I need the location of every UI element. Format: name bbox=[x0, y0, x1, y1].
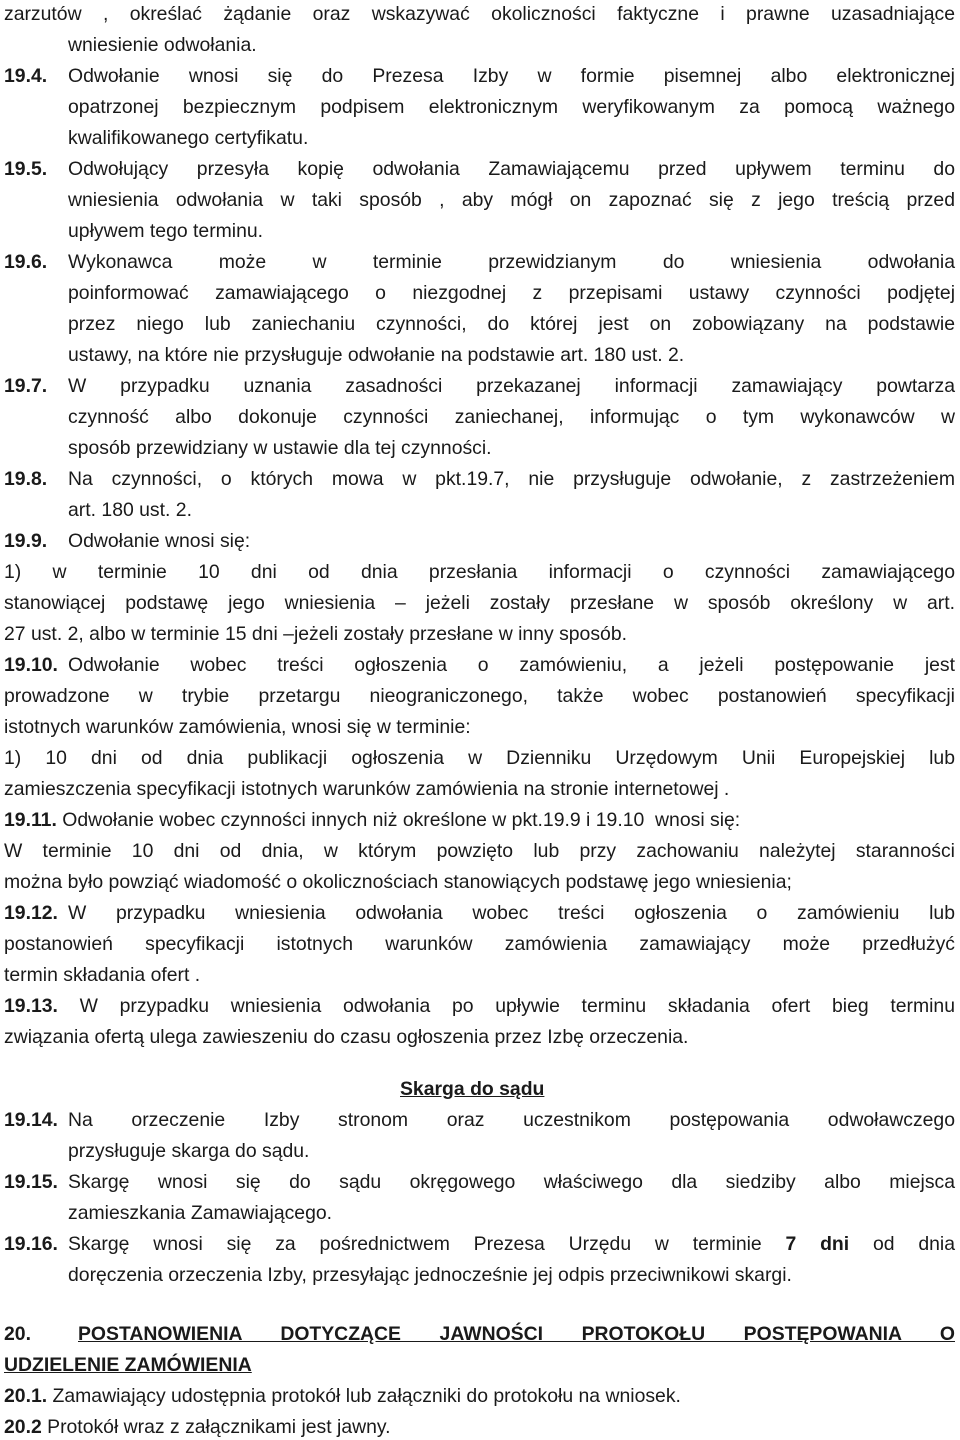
text-line bbox=[4, 591, 955, 615]
text-line bbox=[4, 839, 955, 863]
text-segment: wniesienia odwołania w taki sposób , aby mógł on zapoznać się z jego treścią przed bbox=[68, 189, 955, 211]
text-segment: związania ofertą ulega zawieszeniu do czasu ogłoszenia przez Izbę orzeczenia. bbox=[4, 1026, 689, 1048]
text-segment: POSTANOWIENIA DOTYCZĄCE JAWNOŚCI PROTOKOŁU POSTĘPOWANIA O bbox=[78, 1323, 955, 1345]
text-line bbox=[4, 622, 804, 646]
text-line bbox=[4, 1384, 904, 1408]
text-segment: 7 dni bbox=[785, 1233, 850, 1255]
text-line bbox=[68, 405, 955, 429]
text-line bbox=[4, 684, 955, 708]
text-line bbox=[4, 1322, 955, 1346]
text-line bbox=[68, 188, 955, 212]
text-line bbox=[4, 870, 955, 894]
text-line bbox=[4, 467, 955, 491]
text-segment: postanowień specyfikacji istotnych warunków zamówienia zamawiający może przedłużyć bbox=[4, 933, 955, 955]
text-line bbox=[4, 777, 904, 801]
text-line bbox=[68, 1263, 955, 1287]
section-number: 19.6. bbox=[4, 251, 48, 273]
text-segment: można było powziąć wiadomość o okolicznościach stanowiących podstawę jego wniesienia; bbox=[4, 871, 792, 893]
text-segment: przez niego lub zaniechaniu czynności, do której jest on zobowiązany na podstawie bbox=[68, 313, 955, 335]
text-line bbox=[4, 1170, 955, 1194]
section-number: 19.16. bbox=[4, 1233, 58, 1255]
text-segment: istotnych warunków zamówienia, wnosi się w terminie: bbox=[4, 716, 471, 738]
text-line bbox=[4, 1025, 904, 1049]
text-segment: Protokół wraz z załącznikami jest jawny. bbox=[41, 1416, 391, 1438]
section-number: 19.8. bbox=[4, 468, 48, 490]
text-line bbox=[4, 994, 955, 1018]
text-line bbox=[68, 219, 368, 243]
text-line bbox=[4, 529, 404, 553]
section-number: 20. bbox=[4, 1323, 31, 1345]
text-segment: doręczenia orzeczenia Izby, przesyłając jednocześnie jej odpis przeciwnikowi skargi. bbox=[68, 1264, 792, 1286]
text-segment: zamieszkania Zamawiającego. bbox=[68, 1202, 333, 1224]
text-segment: sposób przewidziany w ustawie dla tej czynności. bbox=[68, 437, 492, 459]
section-number: 19.4. bbox=[4, 65, 48, 87]
section-number: 20.1. bbox=[4, 1385, 48, 1407]
text-segment: 1) w terminie 10 dni od dnia przesłania informacji o czynności zamawiającego bbox=[4, 561, 955, 583]
section-number: 19.10. bbox=[4, 654, 58, 676]
text-segment: przysługuje skarga do sądu. bbox=[68, 1140, 310, 1162]
text-line bbox=[4, 901, 955, 925]
text-line bbox=[68, 1201, 468, 1225]
text-line bbox=[68, 312, 955, 336]
text-line bbox=[4, 250, 955, 274]
text-segment: od dnia bbox=[849, 1233, 956, 1255]
text-line bbox=[68, 126, 368, 150]
section-number: 19.5. bbox=[4, 158, 48, 180]
text-line bbox=[4, 157, 955, 181]
text-line bbox=[68, 33, 268, 57]
text-line bbox=[4, 746, 955, 770]
section-number: 20.2 bbox=[4, 1416, 42, 1438]
text-segment: Skarga do sądu bbox=[400, 1078, 545, 1100]
text-segment: prowadzone w trybie przetargu nieograniczonego, także wobec postanowień specyfikacji bbox=[4, 685, 955, 707]
text-segment: Na czynności, o których mowa w pkt.19.7, nie przysługuje odwołanie, z zastrzeżeniem bbox=[68, 468, 955, 490]
text-line bbox=[4, 932, 955, 956]
text-segment: Odwołanie wobec treści ogłoszenia o zamówieniu, a jeżeli postępowanie jest bbox=[68, 654, 955, 676]
text-line bbox=[68, 281, 955, 305]
section-number: 19.12. bbox=[4, 902, 58, 924]
text-segment: Zamawiający udostępnia protokół lub załączniki do protokołu na wniosek. bbox=[47, 1385, 681, 1407]
text-segment: poinformować zamawiającego o niezgodnej z przepisami ustawy czynności podjętej bbox=[68, 282, 955, 304]
text-line bbox=[4, 374, 955, 398]
text-segment: Skargę wnosi się za pośrednictwem Prezesa Urzędu w terminie bbox=[68, 1233, 786, 1255]
text-line bbox=[4, 2, 955, 26]
text-segment: Odwołujący przesyła kopię odwołania Zamawiającemu przed upływem terminu do bbox=[68, 158, 955, 180]
text-line bbox=[4, 715, 604, 739]
text-line bbox=[4, 808, 904, 832]
text-segment: stanowiącej podstawę jego wniesienia – jeżeli zostały przesłane w sposób określony w art. bbox=[4, 592, 955, 614]
section-number: 19.11. bbox=[4, 809, 57, 831]
text-segment: ustawy, na które nie przysługuje odwołanie na podstawie art. 180 ust. 2. bbox=[68, 344, 685, 366]
text-segment: 1) 10 dni od dnia publikacji ogłoszenia w Dzienniku Urzędowym Unii Europejskiej lub bbox=[4, 747, 955, 769]
section-number: 19.15. bbox=[4, 1171, 58, 1193]
text-segment: termin składania ofert . bbox=[4, 964, 201, 986]
text-segment: zamieszczenia specyfikacji istotnych warunków zamówienia na stronie internetowej . bbox=[4, 778, 730, 800]
text-line bbox=[4, 1232, 955, 1256]
section-number: 19.9. bbox=[4, 530, 48, 552]
text-segment: W terminie 10 dni od dnia, w którym powzięto lub przy zachowaniu należytej staranności bbox=[4, 840, 955, 862]
text-line bbox=[4, 1415, 704, 1439]
text-segment: UDZIELENIE ZAMÓWIENIA bbox=[4, 1354, 252, 1376]
text-segment: Odwołanie wnosi się do Prezesa Izby w formie pisemnej albo elektronicznej bbox=[68, 65, 955, 87]
text-segment: wniesienie odwołania. bbox=[68, 34, 257, 56]
text-segment: W przypadku wniesienia odwołania po upływie terminu składania ofert bieg terminu bbox=[57, 995, 955, 1017]
text-segment: Odwołanie wnosi się: bbox=[68, 530, 251, 552]
text-segment: art. 180 ust. 2. bbox=[68, 499, 192, 521]
text-line bbox=[4, 1353, 404, 1377]
text-line bbox=[4, 560, 955, 584]
text-segment: Wykonawca może w terminie przewidzianym do wniesienia odwołania bbox=[68, 251, 955, 273]
text-segment: kwalifikowanego certyfikatu. bbox=[68, 127, 309, 149]
text-line bbox=[68, 1139, 468, 1163]
text-line bbox=[4, 963, 304, 987]
text-segment: opatrzonej bezpiecznym podpisem elektronicznym weryfikowanym za pomocą ważnego bbox=[68, 96, 955, 118]
text-line bbox=[4, 653, 955, 677]
text-segment: Skargę wnosi się do sądu okręgowego właściwego dla siedziby albo miejsca bbox=[68, 1171, 955, 1193]
text-segment: W przypadku wniesienia odwołania wobec treści ogłoszenia o zamówieniu lub bbox=[68, 902, 955, 924]
section-number: 19.13. bbox=[4, 995, 58, 1017]
text-segment: Na orzeczenie Izby stronom oraz uczestnikom postępowania odwoławczego bbox=[68, 1109, 955, 1131]
text-segment: czynność albo dokonuje czynności zaniechanej, informując o tym wykonawców w bbox=[68, 406, 955, 428]
text-line bbox=[68, 498, 268, 522]
text-segment: zarzutów , określać żądanie oraz wskazywać okoliczności faktyczne i prawne uzasadniające bbox=[4, 3, 955, 25]
section-number: 19.7. bbox=[4, 375, 48, 397]
text-line bbox=[4, 1108, 955, 1132]
text-segment: 27 ust. 2, albo w terminie 15 dni –jeżeli zostały przesłane w inny sposób. bbox=[4, 623, 627, 645]
text-line bbox=[400, 1077, 600, 1101]
text-segment: upływem tego terminu. bbox=[68, 220, 264, 242]
section-number: 19.14. bbox=[4, 1109, 58, 1131]
text-segment: Odwołanie wobec czynności innych niż określone w pkt.19.9 i 19.10 wnosi się: bbox=[56, 809, 741, 831]
text-segment: W przypadku uznania zasadności przekazanej informacji zamawiający powtarza bbox=[68, 375, 955, 397]
text-line bbox=[68, 436, 668, 460]
text-line bbox=[68, 95, 955, 119]
text-line bbox=[4, 64, 955, 88]
text-line bbox=[68, 343, 868, 367]
